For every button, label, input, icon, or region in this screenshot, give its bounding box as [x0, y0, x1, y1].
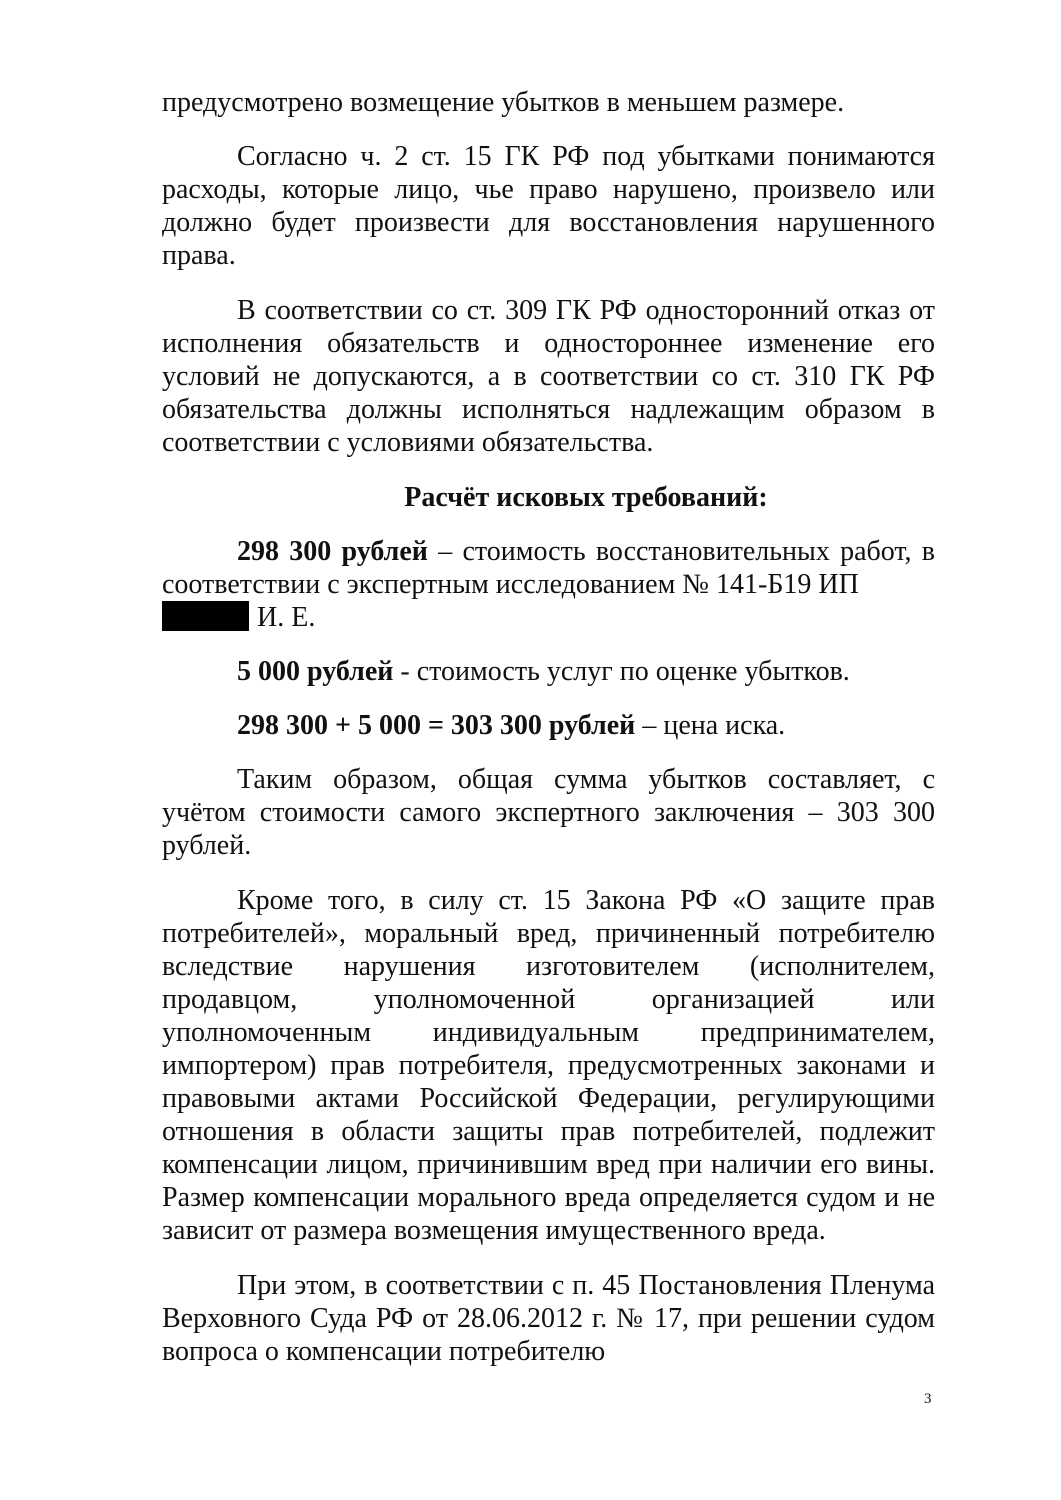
calc-text-restoration: – стоимость восстановительных работ, в соответствии с экспертным исследованием № 141-Б19 ИП — [162, 536, 936, 600]
page-number: 3 — [924, 1391, 932, 1407]
calc-amount-assessment: 5 000 рублей — [237, 656, 394, 687]
calc-line-total — [162, 709, 935, 742]
calc-text-total: – цена иска. — [635, 710, 786, 741]
calc-line-restoration — [162, 535, 935, 634]
document-page — [162, 86, 935, 1368]
calc-text-initials: И. Е. — [257, 602, 316, 633]
paragraph-plenum-ruling: При этом, в соответствии с п. 45 Постановления Пленума Верховного Суда РФ от 28.06.2012 г. № 17, при решении судом вопроса о компенсации потребителю — [162, 1270, 935, 1367]
paragraph-obligations: В соответствии со ст. 309 ГК РФ односторонний отказ от исполнения обязательств и одностороннее изменение его условий не допускаются, а в соответствии со ст. 310 ГК РФ обязательства должны исполняться надлежащим образом в соответствии с условиями обязательства. — [162, 295, 935, 458]
calc-line-assessment — [162, 655, 935, 688]
paragraph-total-losses: Таким образом, общая сумма убытков составляет, с учётом стоимости самого экспертного заключения – 303 300 рублей. — [162, 764, 935, 861]
paragraph-continuation: предусмотрено возмещение убытков в меньшем размере. — [162, 87, 845, 118]
calc-text-assessment: - стоимость услуг по оценке убытков. — [393, 656, 850, 687]
redaction-block — [162, 601, 249, 631]
calc-amount-total: 298 300 + 5 000 = 303 300 рублей — [237, 710, 636, 741]
section-heading: Расчёт исковых требований: — [404, 482, 768, 513]
paragraph-moral-damage: Кроме того, в силу ст. 15 Закона РФ «О защите прав потребителей», моральный вред, причиненный потребителю вследствие нарушения изготовителем (исполнителем, продавцом, уполномоченной организацией или уполномоченным индивидуальным предпринимателем, импортером) прав потребителя, предусмотренных законами и правовыми актами Российской Федерации, регулирующими отношения в области защиты прав потребителей, подлежит компенсации лицом, причинившим вред при наличии его вины. Размер компенсации морального вреда определяется судом и не зависит от размера возмещения имущественного вреда. — [162, 885, 935, 1246]
calc-amount-restoration: 298 300 рублей — [237, 536, 428, 567]
paragraph-losses-definition: Согласно ч. 2 ст. 15 ГК РФ под убытками понимаются расходы, которые лицо, чье право нарушено, произвело или должно будет произвести для восстановления нарушенного права. — [162, 141, 935, 271]
